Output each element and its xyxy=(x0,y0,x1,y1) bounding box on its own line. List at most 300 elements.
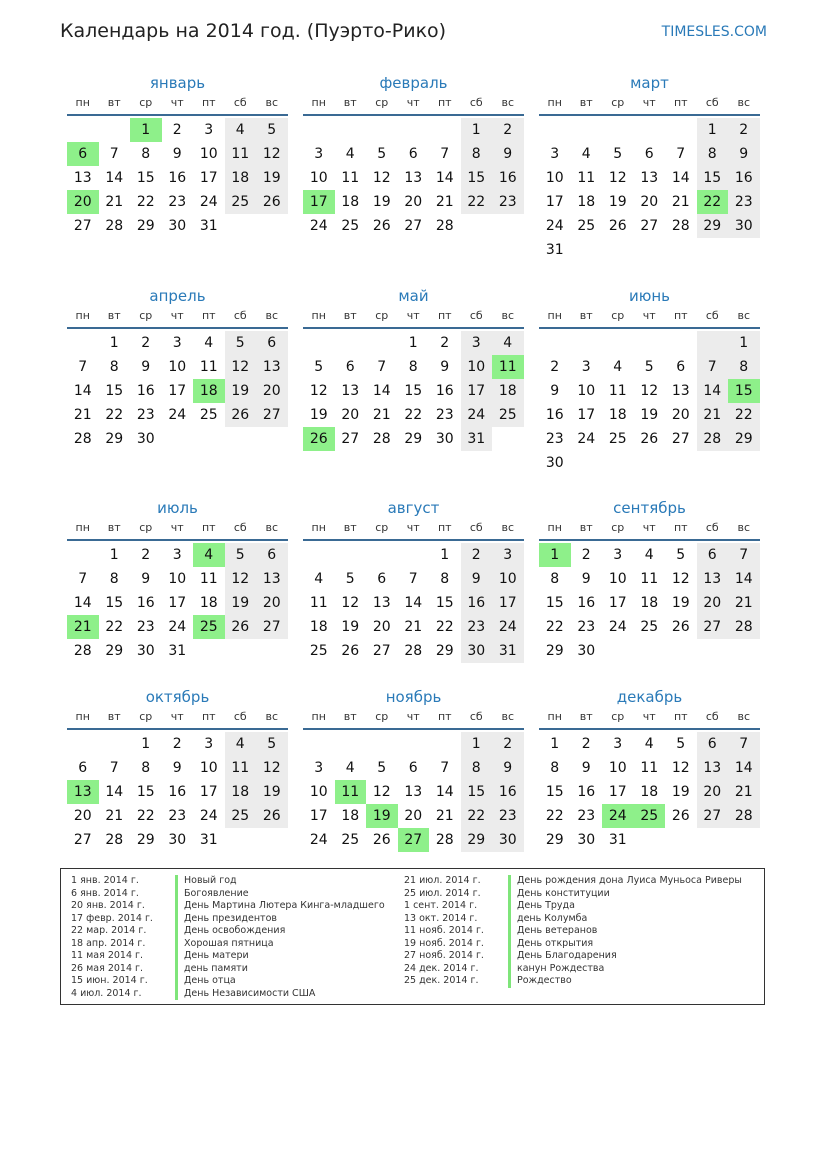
day-cell: 27 xyxy=(697,615,729,639)
month-block xyxy=(539,497,760,663)
day-cell: 24 xyxy=(608,619,627,635)
day-cell: 21 xyxy=(435,194,454,210)
holiday-marker xyxy=(508,925,511,938)
weekday-label: сб xyxy=(469,521,483,534)
day-cell: 1 xyxy=(109,547,119,563)
empty-cell xyxy=(634,118,666,142)
day-cell: 24 xyxy=(545,218,564,234)
day-cell: 19 xyxy=(309,407,328,423)
day-cell: 11 xyxy=(199,571,218,587)
weekday-label: вс xyxy=(501,309,515,322)
day-cell: 26 xyxy=(341,643,360,659)
month-name: январь xyxy=(149,74,206,92)
day-cell: 27 xyxy=(697,804,729,828)
day-cell: 26 xyxy=(640,431,659,447)
holiday-marker xyxy=(175,975,178,988)
holiday-day: 15 xyxy=(728,379,760,403)
day-cell: 6 xyxy=(345,359,355,375)
day-cell: 12 xyxy=(225,355,257,379)
day-cell: 13 xyxy=(671,383,690,399)
day-cell: 25 xyxy=(341,832,360,848)
day-cell: 30 xyxy=(577,643,596,659)
weekday-label: ср xyxy=(139,710,153,723)
day-cell: 8 xyxy=(141,760,151,776)
month-block xyxy=(539,285,760,475)
day-cell: 20 xyxy=(404,194,423,210)
holiday-date: 1 янв. 2014 г. xyxy=(71,875,139,886)
day-cell: 4 xyxy=(644,547,654,563)
day-cell: 10 xyxy=(309,170,328,186)
day-cell: 25 xyxy=(608,431,627,447)
day-cell: 12 xyxy=(671,571,690,587)
empty-cell xyxy=(303,331,335,355)
day-cell: 7 xyxy=(408,571,418,587)
day-cell: 30 xyxy=(168,832,187,848)
day-cell: 21 xyxy=(728,780,760,804)
days-grid xyxy=(539,118,760,262)
holiday-row xyxy=(71,938,385,951)
day-cell: 12 xyxy=(256,756,288,780)
empty-cell xyxy=(571,118,603,142)
holiday-day: 11 xyxy=(492,355,524,379)
holiday-name: День Благодарения xyxy=(517,950,617,961)
day-cell: 4 xyxy=(345,760,355,776)
month-name: июль xyxy=(157,499,198,517)
day-cell: 18 xyxy=(199,595,218,611)
day-cell: 25 xyxy=(341,218,360,234)
weekday-label: вт xyxy=(579,96,593,109)
day-cell: 10 xyxy=(461,355,493,379)
day-cell: 7 xyxy=(78,571,88,587)
day-cell: 9 xyxy=(440,359,450,375)
holiday-marker xyxy=(175,988,178,1001)
day-cell: 14 xyxy=(728,567,760,591)
weekday-label: ср xyxy=(375,521,389,534)
day-cell: 12 xyxy=(309,383,328,399)
weekday-label: пт xyxy=(437,309,452,322)
empty-cell xyxy=(697,331,729,355)
day-cell: 30 xyxy=(435,431,454,447)
day-cell: 14 xyxy=(435,170,454,186)
holiday-day: 20 xyxy=(67,190,99,214)
day-cell: 6 xyxy=(697,543,729,567)
day-cell: 11 xyxy=(225,142,257,166)
day-cell: 23 xyxy=(136,407,155,423)
empty-cell xyxy=(366,543,398,567)
weekday-label: вс xyxy=(265,309,279,322)
day-cell: 2 xyxy=(581,736,591,752)
day-cell: 10 xyxy=(168,571,187,587)
holiday-name: День ветеранов xyxy=(517,925,598,936)
day-cell: 3 xyxy=(613,547,623,563)
day-cell: 22 xyxy=(728,403,760,427)
weekday-label: сб xyxy=(233,710,247,723)
holiday-name: День рождения дона Луиса Муньоса Риверы xyxy=(517,875,742,886)
weekday-label: пн xyxy=(311,521,326,534)
weekday-label: сб xyxy=(469,96,483,109)
day-cell: 16 xyxy=(435,383,454,399)
empty-cell xyxy=(398,732,430,756)
day-cell: 17 xyxy=(492,591,524,615)
weekday-label: пт xyxy=(673,710,688,723)
month-name: август xyxy=(387,499,440,517)
weekday-label: пт xyxy=(437,96,452,109)
day-cell: 23 xyxy=(461,615,493,639)
empty-cell xyxy=(398,118,430,142)
holiday-name: канун Рождества xyxy=(517,962,605,974)
day-cell: 16 xyxy=(728,166,760,190)
day-cell: 2 xyxy=(492,732,524,756)
empty-cell xyxy=(67,118,99,142)
holiday-name: День конституции xyxy=(517,887,610,899)
weekday-label: вт xyxy=(579,521,593,534)
day-cell: 12 xyxy=(608,170,627,186)
day-cell: 16 xyxy=(136,595,155,611)
day-cell: 14 xyxy=(105,784,124,800)
holiday-day: 25 xyxy=(634,804,666,828)
weekday-label: чт xyxy=(642,96,656,109)
day-cell: 13 xyxy=(697,756,729,780)
day-cell: 19 xyxy=(671,595,690,611)
weekday-label: пн xyxy=(75,710,90,723)
holiday-row xyxy=(71,913,385,926)
day-cell: 22 xyxy=(545,619,564,635)
day-cell: 2 xyxy=(172,736,182,752)
holiday-marker xyxy=(508,875,511,888)
day-cell: 21 xyxy=(697,403,729,427)
month-name: октябрь xyxy=(145,688,210,706)
holiday-row xyxy=(404,875,742,888)
day-cell: 7 xyxy=(728,543,760,567)
holiday-name: День президентов xyxy=(184,912,277,924)
weekday-label: чт xyxy=(406,521,420,534)
empty-cell xyxy=(99,118,131,142)
day-cell: 9 xyxy=(141,359,151,375)
weekday-label: пн xyxy=(547,309,562,322)
empty-cell xyxy=(335,732,367,756)
weekday-label: сб xyxy=(233,521,247,534)
weekday-header xyxy=(67,519,288,541)
day-cell: 22 xyxy=(545,808,564,824)
holiday-row xyxy=(71,925,385,938)
day-cell: 3 xyxy=(204,122,214,138)
holiday-marker xyxy=(175,875,178,888)
holiday-date: 25 июл. 2014 г. xyxy=(404,887,481,899)
day-cell: 6 xyxy=(408,146,418,162)
day-cell: 10 xyxy=(608,571,627,587)
day-cell: 30 xyxy=(492,828,524,852)
day-cell: 11 xyxy=(309,595,328,611)
day-cell: 3 xyxy=(550,146,560,162)
day-cell: 20 xyxy=(697,591,729,615)
day-cell: 7 xyxy=(109,760,119,776)
day-cell: 30 xyxy=(461,639,493,663)
holiday-row xyxy=(71,988,385,1001)
weekday-header xyxy=(539,94,760,116)
holiday-marker xyxy=(175,963,178,976)
holiday-day: 22 xyxy=(697,190,729,214)
holiday-name: День матери xyxy=(184,950,249,961)
empty-cell xyxy=(539,331,571,355)
month-block xyxy=(303,497,524,663)
empty-cell xyxy=(429,732,461,756)
weekday-label: ср xyxy=(611,96,625,109)
day-cell: 23 xyxy=(492,804,524,828)
day-cell: 11 xyxy=(577,170,596,186)
day-cell: 24 xyxy=(492,615,524,639)
weekday-label: ср xyxy=(611,710,625,723)
day-cell: 11 xyxy=(341,170,360,186)
day-cell: 21 xyxy=(105,808,124,824)
day-cell: 13 xyxy=(640,170,659,186)
day-cell: 5 xyxy=(345,571,355,587)
holiday-date: 4 июл. 2014 г. xyxy=(71,987,142,999)
day-cell: 17 xyxy=(199,170,218,186)
month-block xyxy=(67,686,288,852)
day-cell: 2 xyxy=(141,547,151,563)
weekday-label: сб xyxy=(705,96,719,109)
day-cell: 11 xyxy=(640,760,659,776)
day-cell: 8 xyxy=(440,571,450,587)
holiday-row xyxy=(71,900,385,913)
day-cell: 21 xyxy=(372,407,391,423)
day-cell: 24 xyxy=(199,808,218,824)
day-cell: 6 xyxy=(256,543,288,567)
day-cell: 7 xyxy=(728,732,760,756)
day-cell: 27 xyxy=(73,218,92,234)
weekday-header xyxy=(539,307,760,329)
day-cell: 17 xyxy=(168,383,187,399)
month-name: февраль xyxy=(379,74,448,92)
day-cell: 21 xyxy=(435,808,454,824)
empty-cell xyxy=(303,543,335,567)
empty-cell xyxy=(571,331,603,355)
empty-cell xyxy=(366,732,398,756)
day-cell: 20 xyxy=(73,808,92,824)
day-cell: 28 xyxy=(105,218,124,234)
day-cell: 8 xyxy=(109,571,119,587)
weekday-label: вс xyxy=(501,521,515,534)
day-cell: 6 xyxy=(676,359,686,375)
day-cell: 30 xyxy=(136,643,155,659)
day-cell: 26 xyxy=(372,832,391,848)
day-cell: 9 xyxy=(581,571,591,587)
holiday-day: 27 xyxy=(398,828,430,852)
day-cell: 21 xyxy=(404,619,423,635)
day-cell: 21 xyxy=(73,407,92,423)
holiday-marker xyxy=(175,938,178,951)
day-cell: 7 xyxy=(377,359,387,375)
day-cell: 28 xyxy=(105,832,124,848)
day-cell: 9 xyxy=(172,146,182,162)
weekday-label: чт xyxy=(170,309,184,322)
day-cell: 31 xyxy=(492,639,524,663)
days-grid xyxy=(539,331,760,475)
day-cell: 29 xyxy=(136,832,155,848)
weekday-label: чт xyxy=(406,710,420,723)
holiday-name: Рождество xyxy=(517,975,572,986)
day-cell: 8 xyxy=(461,756,493,780)
weekday-header xyxy=(67,94,288,116)
day-cell: 26 xyxy=(256,804,288,828)
holidays-column-left xyxy=(71,875,385,1000)
day-cell: 24 xyxy=(199,194,218,210)
holiday-marker xyxy=(508,888,511,901)
day-cell: 11 xyxy=(608,383,627,399)
day-cell: 4 xyxy=(644,736,654,752)
day-cell: 12 xyxy=(372,170,391,186)
day-cell: 5 xyxy=(256,118,288,142)
month-block xyxy=(67,72,288,238)
weekday-label: пн xyxy=(547,710,562,723)
page-title: Календарь на 2014 год. (Пуэрто-Рико) xyxy=(60,20,447,42)
weekday-label: чт xyxy=(170,521,184,534)
day-cell: 8 xyxy=(550,760,560,776)
site-link[interactable]: TIMESLES.COM xyxy=(661,24,767,40)
day-cell: 30 xyxy=(168,218,187,234)
day-cell: 8 xyxy=(109,359,119,375)
empty-cell xyxy=(429,118,461,142)
holiday-day: 24 xyxy=(602,804,634,828)
day-cell: 8 xyxy=(728,355,760,379)
day-cell: 15 xyxy=(404,383,423,399)
day-cell: 14 xyxy=(435,784,454,800)
day-cell: 10 xyxy=(309,784,328,800)
day-cell: 1 xyxy=(408,335,418,351)
holiday-day: 6 xyxy=(67,142,99,166)
day-cell: 18 xyxy=(492,379,524,403)
day-cell: 16 xyxy=(168,170,187,186)
day-cell: 9 xyxy=(141,571,151,587)
day-cell: 5 xyxy=(676,547,686,563)
day-cell: 27 xyxy=(256,615,288,639)
weekday-label: пт xyxy=(437,521,452,534)
day-cell: 8 xyxy=(461,142,493,166)
month-block xyxy=(303,72,524,238)
weekday-label: ср xyxy=(611,309,625,322)
day-cell: 1 xyxy=(141,736,151,752)
day-cell: 15 xyxy=(105,595,124,611)
empty-cell xyxy=(665,331,697,355)
weekday-label: пт xyxy=(201,96,216,109)
day-cell: 23 xyxy=(492,190,524,214)
day-cell: 22 xyxy=(105,619,124,635)
weekday-label: вс xyxy=(501,96,515,109)
weekday-label: вт xyxy=(579,710,593,723)
day-cell: 15 xyxy=(697,166,729,190)
day-cell: 2 xyxy=(440,335,450,351)
holiday-day: 21 xyxy=(67,615,99,639)
month-name: ноябрь xyxy=(385,688,442,706)
weekday-label: вс xyxy=(265,521,279,534)
holiday-day: 13 xyxy=(67,780,99,804)
holiday-day: 26 xyxy=(303,427,335,451)
day-cell: 4 xyxy=(345,146,355,162)
weekday-label: пн xyxy=(311,710,326,723)
holiday-row xyxy=(404,925,742,938)
day-cell: 2 xyxy=(141,335,151,351)
weekday-label: пн xyxy=(547,521,562,534)
day-cell: 22 xyxy=(461,804,493,828)
weekday-label: вт xyxy=(107,521,121,534)
weekday-header xyxy=(67,708,288,730)
day-cell: 5 xyxy=(377,146,387,162)
day-cell: 27 xyxy=(671,431,690,447)
holiday-day: 25 xyxy=(193,615,225,639)
day-cell: 14 xyxy=(73,595,92,611)
holiday-day: 18 xyxy=(193,379,225,403)
holiday-date: 15 июн. 2014 г. xyxy=(71,975,148,986)
holiday-day: 19 xyxy=(366,804,398,828)
day-cell: 6 xyxy=(408,760,418,776)
day-cell: 3 xyxy=(581,359,591,375)
holiday-row xyxy=(71,888,385,901)
day-cell: 1 xyxy=(461,118,493,142)
empty-cell xyxy=(335,331,367,355)
day-cell: 20 xyxy=(404,808,423,824)
weekday-label: вт xyxy=(343,96,357,109)
day-cell: 12 xyxy=(256,142,288,166)
day-cell: 3 xyxy=(613,736,623,752)
day-cell: 8 xyxy=(550,571,560,587)
month-block xyxy=(539,72,760,262)
day-cell: 9 xyxy=(550,383,560,399)
weekday-label: пт xyxy=(201,309,216,322)
day-cell: 5 xyxy=(314,359,324,375)
day-cell: 7 xyxy=(440,760,450,776)
day-cell: 31 xyxy=(199,218,218,234)
holiday-date: 11 нояб. 2014 г. xyxy=(404,925,484,936)
holiday-date: 13 окт. 2014 г. xyxy=(404,912,478,924)
day-cell: 7 xyxy=(78,359,88,375)
day-cell: 4 xyxy=(613,359,623,375)
weekday-label: вт xyxy=(107,96,121,109)
day-cell: 7 xyxy=(109,146,119,162)
day-cell: 26 xyxy=(225,403,257,427)
empty-cell xyxy=(335,118,367,142)
day-cell: 20 xyxy=(256,379,288,403)
weekday-label: ср xyxy=(375,96,389,109)
day-cell: 5 xyxy=(377,760,387,776)
days-grid xyxy=(67,732,288,852)
day-cell: 8 xyxy=(697,142,729,166)
day-cell: 20 xyxy=(697,780,729,804)
day-cell: 17 xyxy=(608,784,627,800)
day-cell: 3 xyxy=(314,146,324,162)
empty-cell xyxy=(335,543,367,567)
empty-cell xyxy=(67,331,99,355)
day-cell: 13 xyxy=(404,784,423,800)
day-cell: 28 xyxy=(404,643,423,659)
day-cell: 23 xyxy=(435,407,454,423)
holiday-day: 1 xyxy=(130,118,162,142)
day-cell: 31 xyxy=(545,242,564,258)
day-cell: 14 xyxy=(671,170,690,186)
month-name: сентябрь xyxy=(613,499,686,517)
day-cell: 25 xyxy=(640,619,659,635)
day-cell: 17 xyxy=(309,808,328,824)
day-cell: 29 xyxy=(105,643,124,659)
holiday-date: 1 сент. 2014 г. xyxy=(404,900,478,911)
month-block xyxy=(539,686,760,852)
weekday-label: ср xyxy=(139,521,153,534)
day-cell: 19 xyxy=(608,194,627,210)
weekday-header xyxy=(303,307,524,329)
weekday-label: пт xyxy=(437,710,452,723)
weekday-label: пн xyxy=(311,309,326,322)
day-cell: 18 xyxy=(608,407,627,423)
day-cell: 29 xyxy=(545,643,564,659)
